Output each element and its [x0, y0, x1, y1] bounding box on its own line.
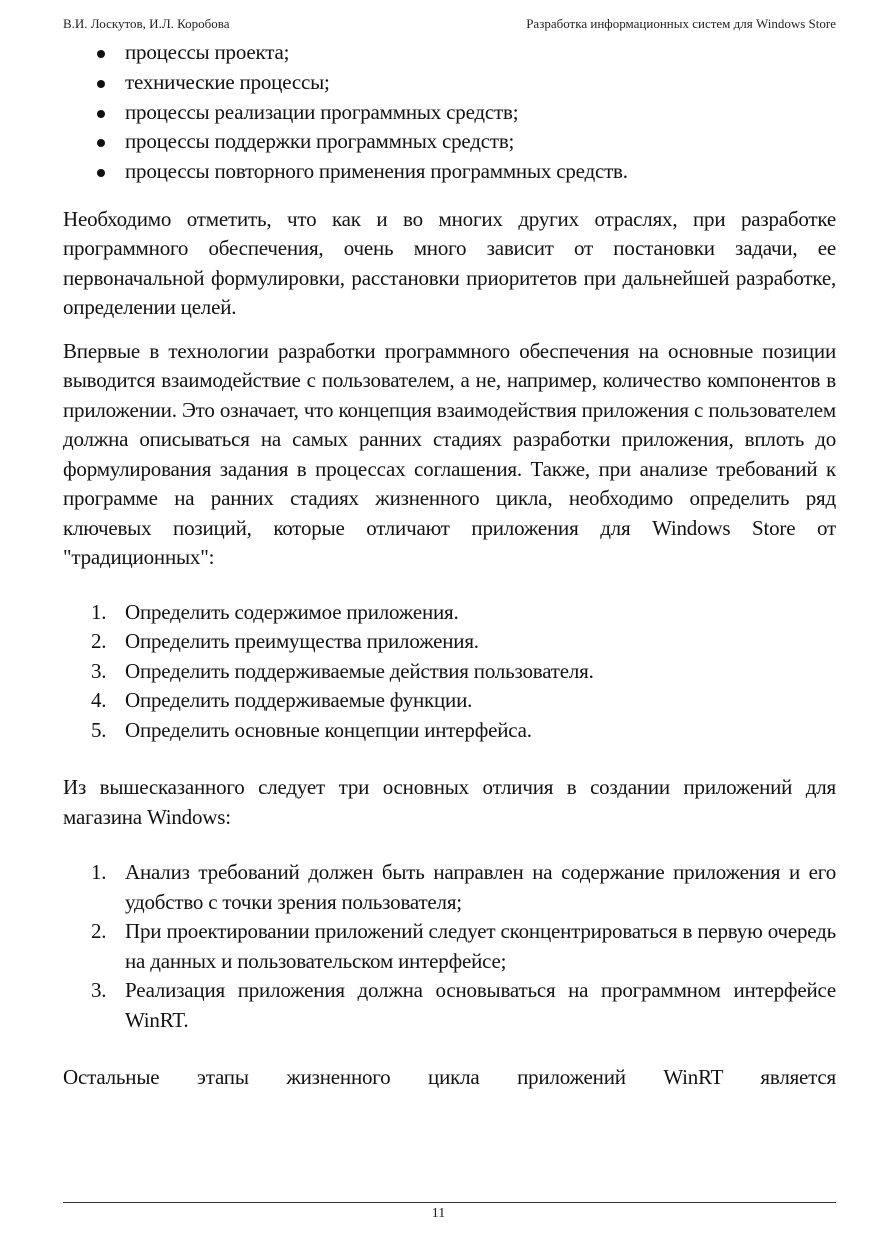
bullet-text: процессы повторного применения программных средств. [125, 159, 628, 184]
item-text: Определить поддерживаемые действия пользователя. [125, 658, 594, 683]
header-title: Разработка информационных систем для Windows Store [526, 16, 836, 31]
list-item [63, 157, 836, 187]
item-number: 3. [91, 978, 107, 1003]
item-text: Определить поддерживаемые функции. [125, 688, 473, 713]
bullet-icon [97, 139, 105, 147]
item-text: Определить основные концепции интерфейса. [125, 717, 532, 742]
list-item [63, 68, 836, 98]
page-number: 11 [431, 1206, 446, 1221]
bullet-text: процессы поддержки программных средств; [125, 129, 515, 154]
item-number: 2. [91, 919, 107, 944]
bullet-list [63, 38, 836, 187]
bullet-text: процессы реализации программных средств; [125, 99, 519, 124]
bullet-icon [97, 50, 105, 58]
item-number: 2. [91, 629, 107, 654]
list-item [63, 627, 836, 657]
item-text: Определить преимущества приложения. [125, 629, 479, 654]
list-item [63, 598, 836, 628]
bullet-text: технические процессы; [125, 69, 330, 94]
bullet-icon [97, 169, 105, 177]
paragraph-2: Впервые в технологии разработки программного обеспечения на основные позиции выводится взаимодействие с пользователем, а не, например, количество компонентов в приложении. Это означает, что концепция взаимодействия приложения с пользователем должна описываться на самых ранних стадиях разработки приложения, вплоть до формулирования задания в процессах соглашения. Также, при анализе требований к программе на ранних стадиях жизненного цикла, необходимо определить ряд ключевых позиций, которые отличают приложения для Windows Store от "традиционных": [63, 338, 836, 570]
bullet-icon [97, 110, 105, 118]
page-content [63, 38, 836, 1093]
header-authors: В.И. Лоскутов, И.Л. Коробова [63, 16, 230, 31]
bullet-text: процессы проекта; [125, 40, 290, 64]
item-text: Анализ требований должен быть направлен на содержание приложения и его удобство с точки зрения пользователя; [125, 860, 836, 914]
bullet-icon [97, 80, 105, 88]
list-item [63, 38, 836, 68]
item-text: При проектировании приложений следует сконцентрироваться в первую очередь на данных и пользовательском интерфейсе; [125, 919, 836, 973]
item-number: 1. [91, 599, 107, 624]
list-item [63, 657, 836, 687]
numbered-list-2 [63, 858, 836, 1035]
paragraph-4: Остальные этапы жизненного цикла приложений WinRT является [63, 1065, 836, 1090]
list-item [63, 686, 836, 716]
list-item [63, 716, 836, 746]
item-number: 3. [91, 658, 107, 683]
item-number: 5. [91, 717, 107, 742]
list-item [63, 98, 836, 128]
list-item [63, 976, 836, 1035]
item-text: Определить содержимое приложения. [125, 599, 459, 624]
list-item [63, 858, 836, 917]
paragraph-1: Необходимо отметить, что как и во многих других отраслях, при разработке программного обеспечения, очень много зависит от постановки задачи, ее первоначальной формулировки, расстановки приоритетов при дальнейшей разработке, определении целей. [63, 206, 836, 320]
list-item [63, 917, 836, 976]
item-number: 1. [91, 860, 107, 885]
page-header [63, 16, 836, 36]
item-number: 4. [91, 688, 107, 713]
footer-divider [63, 1202, 836, 1203]
item-text: Реализация приложения должна основываться на программном интерфейсе WinRT. [125, 978, 836, 1032]
list-item [63, 127, 836, 157]
paragraph-3: Из вышесказанного следует три основных отличия в создании приложений для магазина Windows: [63, 775, 836, 829]
numbered-list-1 [63, 598, 836, 746]
